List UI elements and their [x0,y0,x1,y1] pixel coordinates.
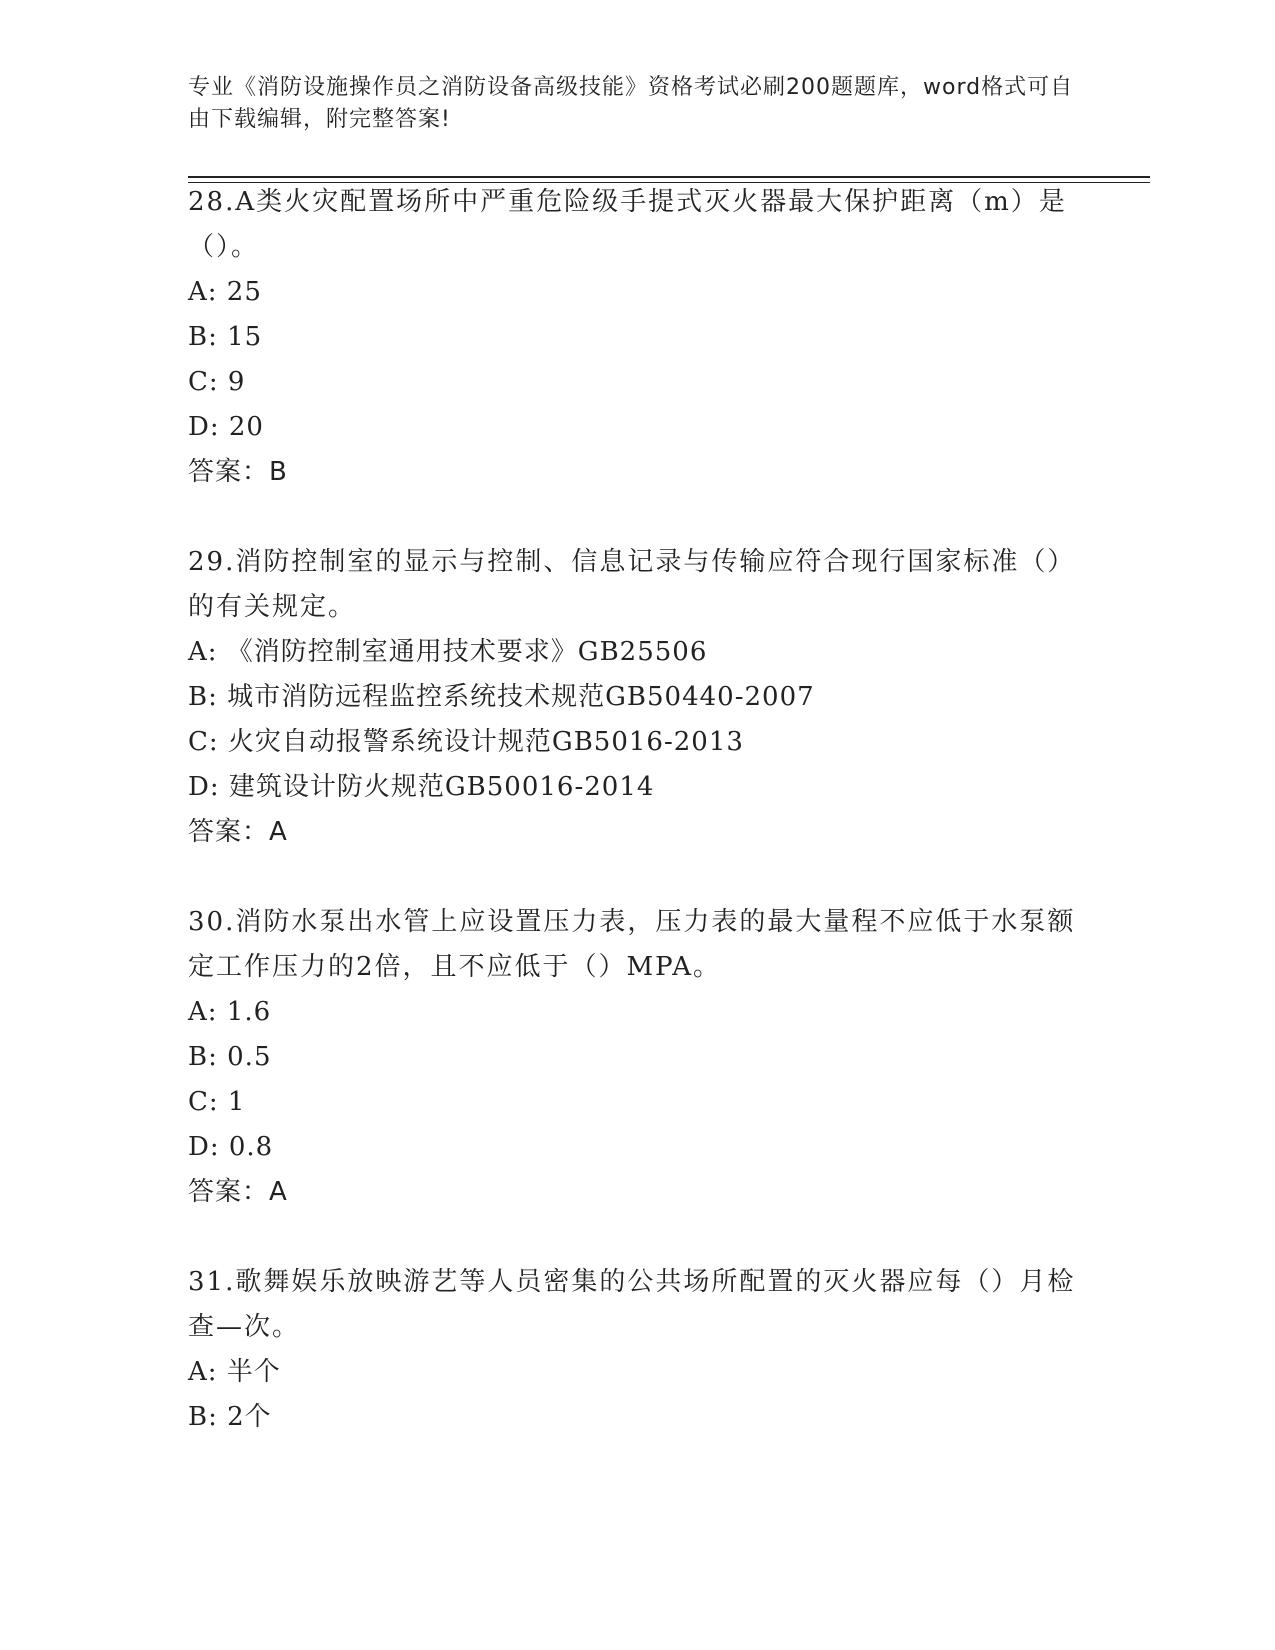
option-b: B: 15 [188,322,263,352]
answer: 答案：A [188,1177,288,1207]
option-a: A: 1.6 [188,997,272,1027]
question-30 [188,900,1088,1215]
answer: 答案：A [188,817,288,847]
option-a: A: 半个 [188,1357,281,1387]
answer: 答案：B [188,457,288,487]
question-29 [188,540,1088,855]
option-d: D: 20 [188,412,264,442]
option-b: B: 2个 [188,1402,272,1432]
option-b: B: 城市消防远程监控系统技术规范GB50440-2007 [188,682,815,712]
question-stem: 28.A类火灾配置场所中严重危险级手提式灭火器最大保护距离（m）是（）。 [188,187,1067,262]
option-d: D: 0.8 [188,1132,274,1162]
question-stem: 29.消防控制室的显示与控制、信息记录与传输应符合现行国家标准（）的有关规定。 [188,547,1076,622]
document-header: 专业《消防设施操作员之消防设备高级技能》资格考试必刷200题题库，word格式可自由下载编辑，附完整答案! [188,75,1074,132]
question-28 [188,180,1088,495]
option-a: A: 《消防控制室通用技术要求》GB25506 [188,637,708,667]
option-c: C: 9 [188,367,246,397]
question-stem: 31.歌舞娱乐放映游艺等人员密集的公共场所配置的灭火器应每（）月检查—次。 [188,1267,1076,1342]
question-stem: 30.消防水泵出水管上应设置压力表，压力表的最大量程不应低于水泵额定工作压力的2倍，且不应低于（）MPA。 [188,907,1076,982]
question-31 [188,1260,1088,1440]
option-d: D: 建筑设计防火规范GB50016-2014 [188,772,655,802]
option-b: B: 0.5 [188,1042,272,1072]
header-divider [188,176,1150,178]
option-c: C: 火灾自动报警系统设计规范GB5016-2013 [188,727,744,757]
option-a: A: 25 [188,277,262,307]
option-c: C: 1 [188,1087,246,1117]
